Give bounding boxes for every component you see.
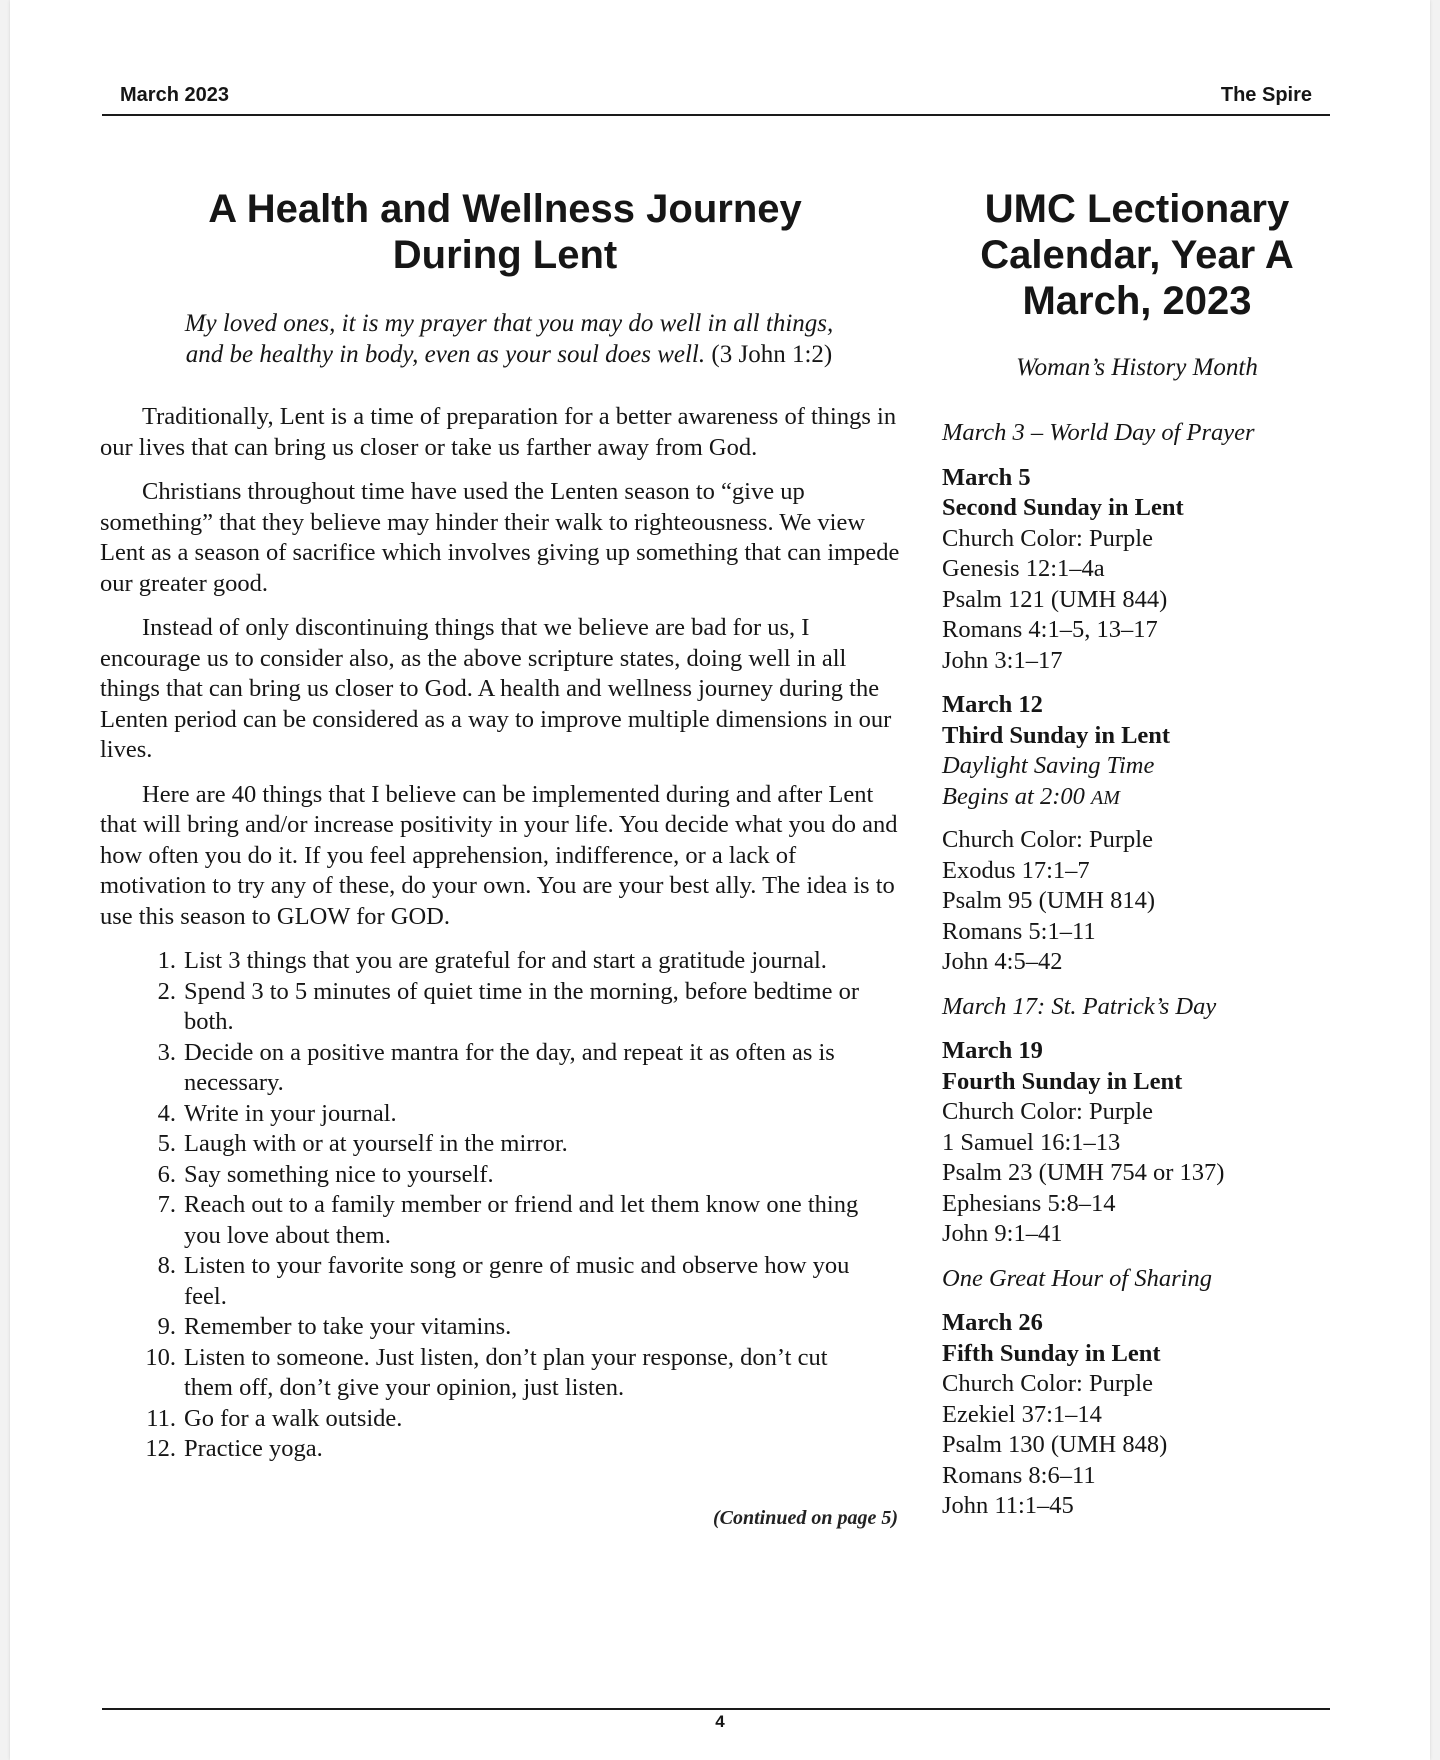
calendar-note: One Great Hour of Sharing	[942, 1264, 1212, 1292]
list-text: List 3 things that you are grateful for and start a gratitude journal.	[184, 947, 827, 974]
calendar-note: March 17: St. Patrick’s Day	[942, 992, 1217, 1020]
entry-church-color: Church Color: Purple	[942, 826, 1153, 853]
paragraph: Instead of only discontinuing things that we believe are bad for us, I encourage us to consider also, as the above scripture states, doing well in all things that can bring us closer to God. A health and wellness journey during the Lenten period can be considered as a way to improve multiple dimensions in our lives.	[100, 614, 892, 763]
scripture-epigraph	[100, 308, 900, 370]
calendar-entry-march-5	[942, 463, 1332, 677]
calendar-entry-march-19	[942, 1036, 1332, 1250]
article-column	[100, 186, 900, 1533]
article-title-line: A Health and Wellness Journey	[208, 187, 802, 231]
list-text: Remember to take your vitamins.	[184, 1313, 512, 1340]
entry-date: March 12	[942, 691, 1043, 718]
list-item	[132, 1038, 900, 1099]
entry-date: March 26	[942, 1309, 1043, 1336]
entry-reading: Romans 5:1–11	[942, 917, 1096, 945]
entry-reading: Genesis 12:1–4a	[942, 555, 1105, 582]
article-title	[100, 186, 900, 278]
list-item	[132, 977, 900, 1038]
list-item	[132, 1190, 900, 1251]
entry-reading: Psalm 95 (UMH 814)	[942, 887, 1156, 914]
epigraph-line: and be healthy in body, even as your soul does well.	[185, 341, 706, 368]
list-item	[132, 1404, 900, 1435]
article-title-line: During Lent	[392, 233, 618, 277]
entry-reading: Ezekiel 37:1–14	[942, 1400, 1102, 1428]
dst-time-ampm: AM	[1091, 786, 1120, 809]
list-item	[132, 1343, 900, 1404]
entry-reading: Psalm 121 (UMH 844)	[942, 585, 1168, 613]
epigraph-reference: (3 John 1:2)	[711, 341, 833, 368]
lectionary-subtitle: Woman’s History Month	[1016, 354, 1258, 381]
list-number: 9.	[157, 1313, 176, 1340]
entry-reading: John 11:1–45	[942, 1492, 1074, 1519]
paragraph: Traditionally, Lent is a time of preparation for a better awareness of things in our lives that can bring us closer or take us farther away from God.	[100, 403, 897, 461]
list-number: 5.	[157, 1130, 176, 1157]
list-number: 12.	[145, 1435, 176, 1462]
calendar-entry-march-12	[942, 690, 1332, 978]
entry-reading: John 3:1–17	[942, 646, 1063, 674]
epigraph-line: My loved ones, it is my prayer that you may do well in all things,	[184, 310, 834, 337]
list-item	[132, 1129, 900, 1160]
entry-reading: Romans 8:6–11	[942, 1461, 1096, 1489]
entry-dst-note: Daylight Saving Time	[942, 752, 1155, 779]
lectionary-title	[942, 186, 1332, 324]
footer-rule	[102, 1708, 1330, 1710]
paragraph: Christians throughout time have used the Lenten season to “give up something” that they believe may hinder their walk to righteousness. We view Lent as a season of sacrifice which involves giving up something that can impede our greater good.	[100, 478, 900, 597]
list-number: 10.	[145, 1343, 176, 1371]
list-text: Go for a walk outside.	[184, 1404, 403, 1432]
list-text: Practice yoga.	[184, 1435, 323, 1462]
dst-time-text: Begins at 2:00	[942, 782, 1085, 810]
list-text: Spend 3 to 5 minutes of quiet time in the morning, before bedtime or both.	[184, 977, 859, 1035]
header-date: March 2023	[120, 84, 229, 106]
article-body	[100, 402, 900, 1533]
list-text: Write in your journal.	[184, 1099, 397, 1127]
list-number: 2.	[157, 977, 176, 1005]
paragraph: Here are 40 things that I believe can be implemented during and after Lent that will bring and/or increase positivity in your life. You decide what you do and how often you do it. If you feel apprehension, indifference, or a lack of motivation to try any of these, do your own. You are your best ally. The idea is to use this season to GLOW for GOD.	[100, 780, 898, 930]
list-item	[132, 1312, 900, 1343]
lectionary-title-line: Calendar, Year A	[980, 233, 1294, 277]
header-publication: The Spire	[1220, 84, 1312, 106]
entry-sunday: Third Sunday in Lent	[942, 721, 1171, 749]
list-text: Listen to your favorite song or genre of music and observe how you feel.	[184, 1252, 850, 1310]
entry-reading: Psalm 23 (UMH 754 or 137)	[942, 1159, 1225, 1186]
newsletter-page	[10, 0, 1430, 1760]
list-text: Decide on a positive mantra for the day, and repeat it as often as is necessary.	[184, 1038, 835, 1096]
list-number: 11.	[146, 1404, 176, 1432]
list-number: 3.	[157, 1038, 176, 1066]
lectionary-column	[942, 186, 1332, 1536]
entry-reading: John 4:5–42	[942, 948, 1063, 975]
list-text: Say something nice to yourself.	[184, 1160, 494, 1188]
entry-dst-time	[942, 782, 1332, 814]
entry-reading: 1 Samuel 16:1–13	[942, 1128, 1121, 1156]
running-header	[102, 84, 1330, 107]
entry-reading: Romans 4:1–5, 13–17	[942, 616, 1158, 643]
continued-notice: (Continued on page 5)	[712, 1506, 898, 1529]
entry-date: March 19	[942, 1037, 1043, 1064]
list-item	[132, 1099, 900, 1130]
entry-sunday: Second Sunday in Lent	[942, 494, 1184, 521]
entry-church-color: Church Color: Purple	[942, 1098, 1153, 1125]
list-item	[132, 1160, 900, 1191]
entry-sunday: Fifth Sunday in Lent	[942, 1339, 1161, 1367]
calendar-note: March 3 – World Day of Prayer	[942, 419, 1255, 446]
list-text: Listen to someone. Just listen, don’t plan your response, don’t cut them off, don’t give your opinion, just listen.	[184, 1343, 828, 1401]
list-number: 1.	[157, 947, 176, 974]
entry-church-color: Church Color: Purple	[942, 524, 1153, 552]
lectionary-title-line: UMC Lectionary	[984, 187, 1290, 231]
page-number: 4	[715, 1712, 725, 1731]
calendar-entry-march-26	[942, 1308, 1332, 1522]
list-number: 6.	[157, 1160, 176, 1188]
entry-date: March 5	[942, 463, 1031, 491]
entry-reading: Psalm 130 (UMH 848)	[942, 1431, 1168, 1458]
list-item	[132, 1251, 900, 1312]
list-item	[132, 1434, 900, 1465]
entry-reading: Exodus 17:1–7	[942, 856, 1090, 884]
list-text: Laugh with or at yourself in the mirror.	[184, 1130, 568, 1157]
lectionary-calendar	[942, 418, 1332, 1522]
entry-reading: Ephesians 5:8–14	[942, 1189, 1116, 1217]
entry-church-color: Church Color: Purple	[942, 1370, 1153, 1397]
list-number: 7.	[157, 1191, 176, 1218]
list-number: 8.	[157, 1252, 176, 1279]
lectionary-title-line: March, 2023	[1022, 279, 1252, 323]
list-item	[132, 946, 900, 977]
list-text: Reach out to a family member or friend and let them know one thing you love about them.	[184, 1191, 859, 1249]
wellness-list	[100, 946, 900, 1465]
entry-reading: John 9:1–41	[942, 1220, 1063, 1247]
list-number: 4.	[157, 1099, 176, 1127]
header-rule	[102, 114, 1330, 116]
entry-sunday: Fourth Sunday in Lent	[942, 1067, 1183, 1095]
